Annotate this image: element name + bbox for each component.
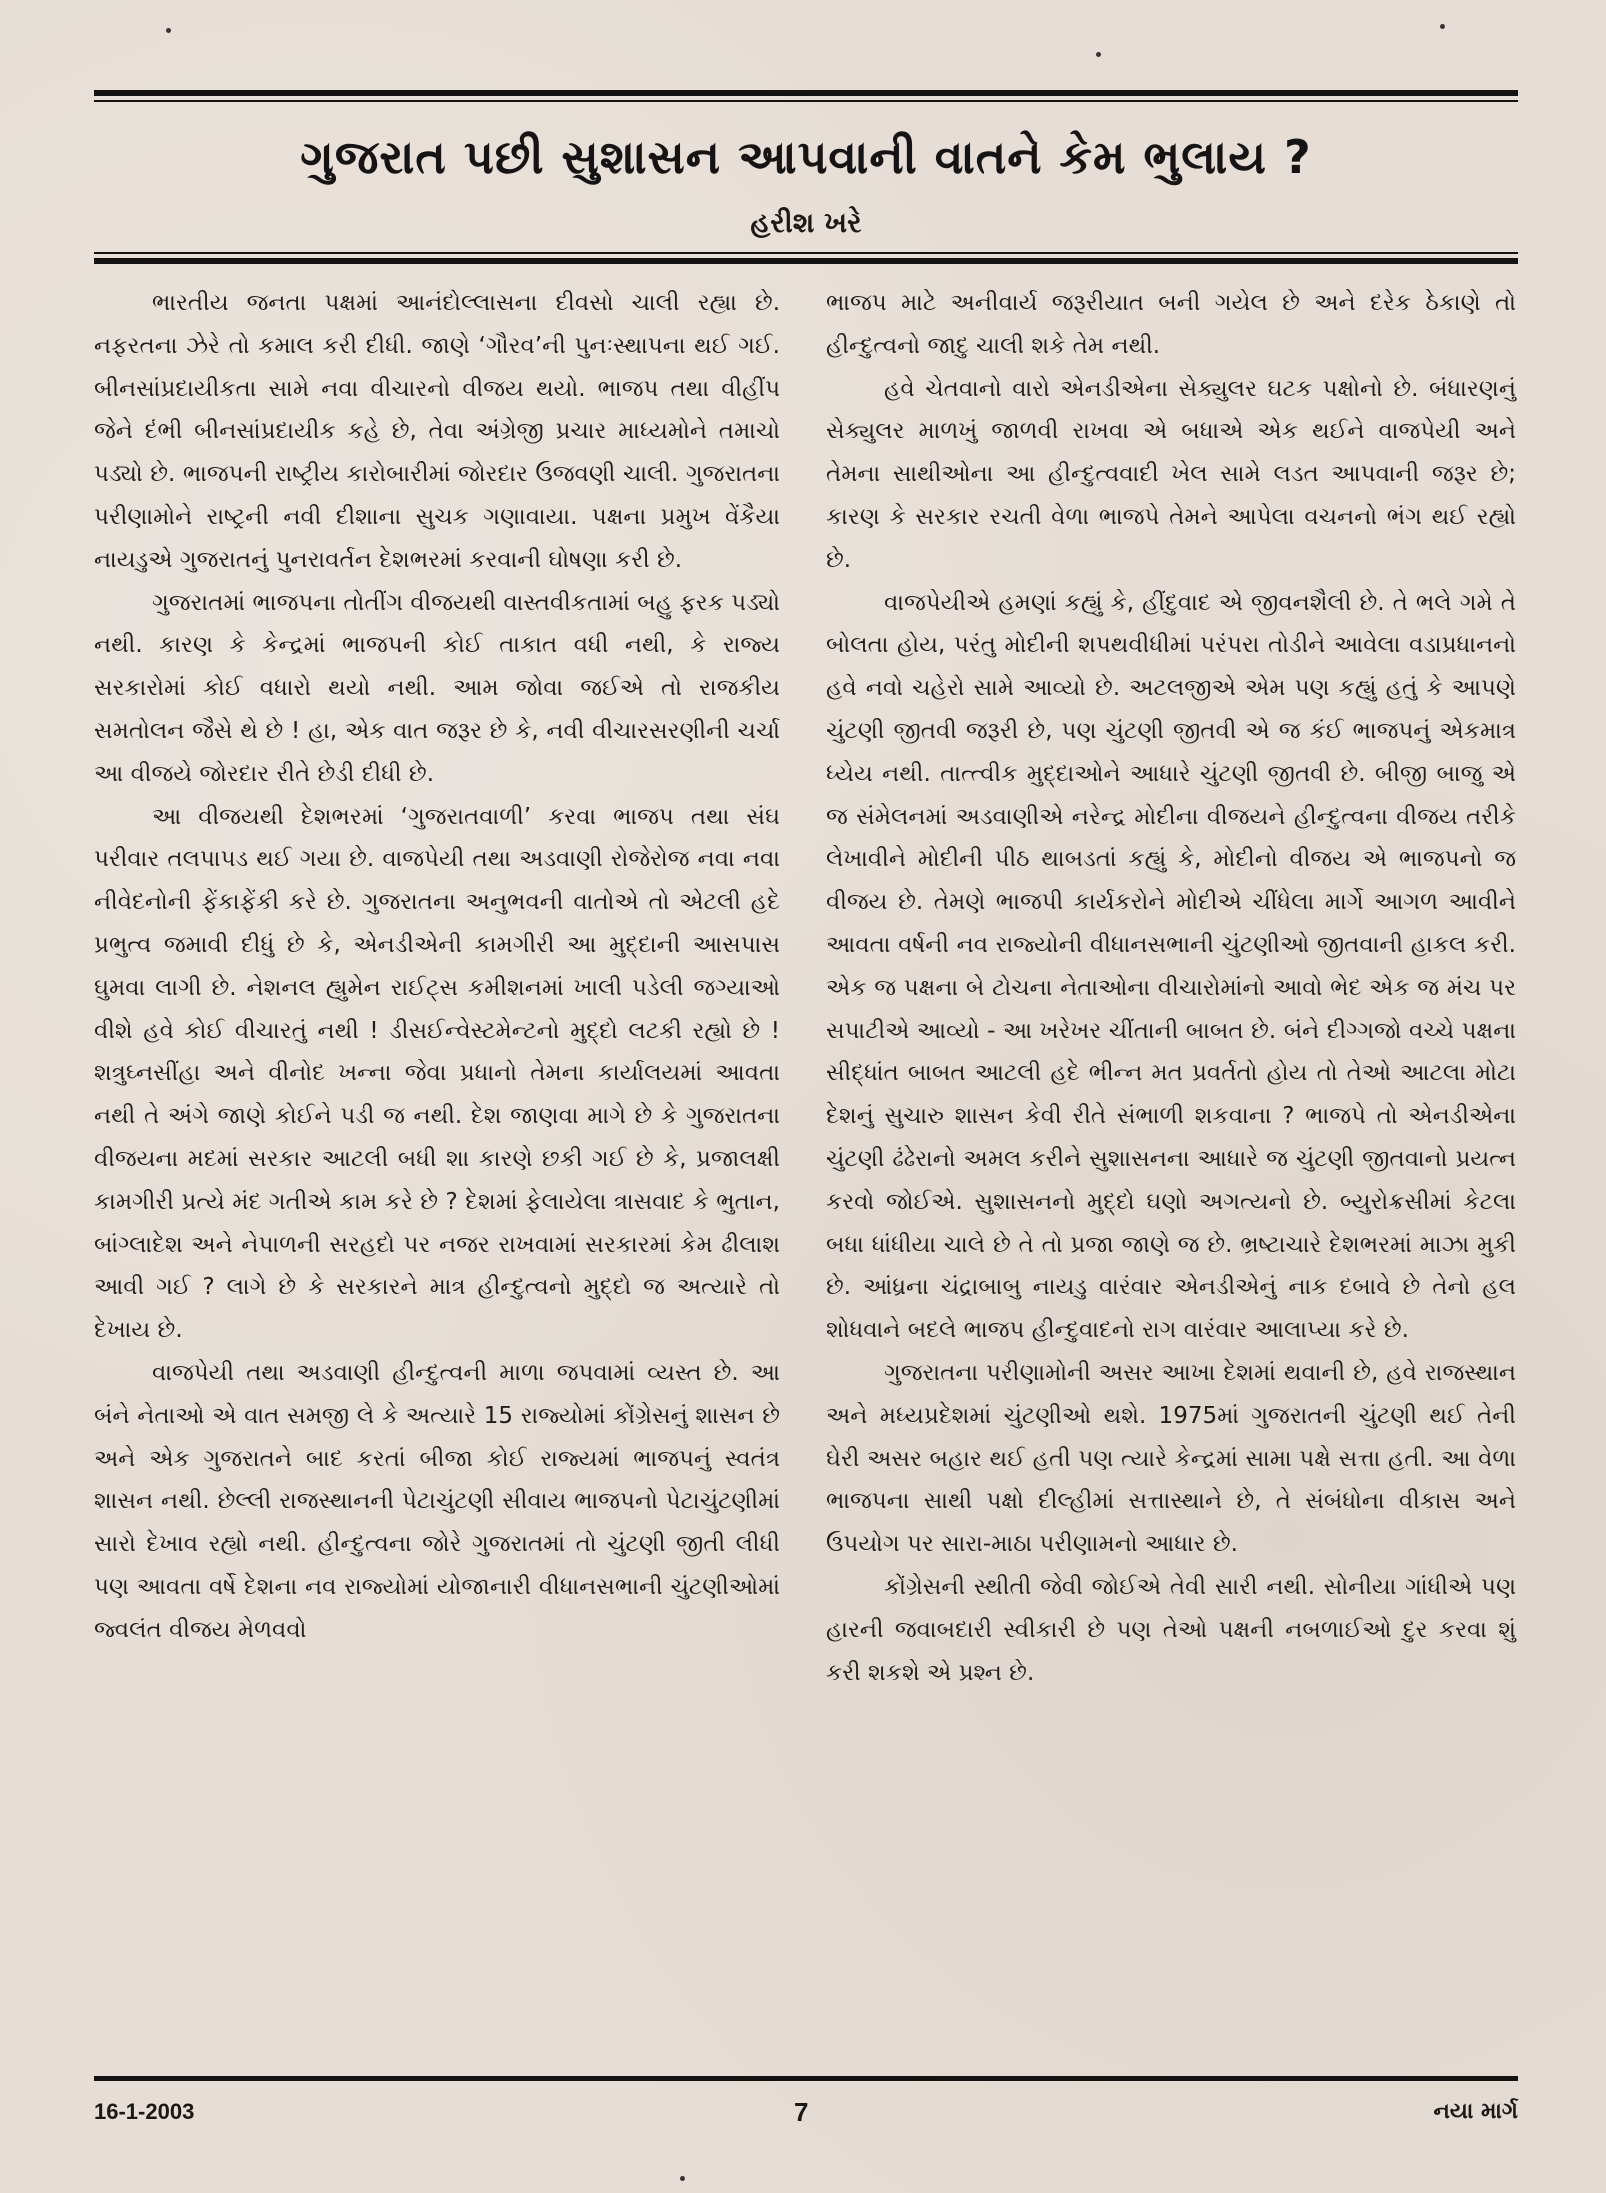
top-rule-thin (94, 100, 1518, 102)
paper-speck (166, 28, 171, 33)
right-column (826, 282, 1516, 1694)
article-byline: હરીશ ખરે (750, 206, 862, 239)
page-number: 7 (794, 2097, 809, 2127)
paragraph: ગુજરાતમાં ભાજપના તોતીંગ વીજયથી વાસ્તવીકતામાં બહુ ફરક પડ્યો નથી. કારણ કે કેન્દ્રમાં ભાજપની કોઈ તાકાત વધી નથી, કે રાજ્ય સરકારોમાં કોઈ વધારો થયો નથી. આમ જોવા જઈએ તો રાજકીય સમતોલન જૈસે થે છે ! હા, એક વાત જરૂર છે કે, નવી વીચારસરણીની ચર્ચા આ વીજયે જોરદાર રીતે છેડી દીધી છે. (94, 589, 780, 787)
paper-speck (680, 2176, 685, 2181)
left-column (94, 282, 780, 1652)
paragraph: ભારતીય જનતા પક્ષમાં આનંદોલ્લાસના દીવસો ચાલી રહ્યા છે. નફરતના ઝેરે તો કમાલ કરી દીધી. જાણે ‘ગૌરવ’ની પુનઃસ્થાપના થઈ ગઈ. બીનસાંપ્રદાયીકતા સામે નવા વીચારનો વીજય થયો. ભાજપ તથા વીહીંપ જેને દંભી બીનસાંપ્રદાયીક કહે છે, તેવા અંગ્રેજી પ્રચાર માધ્યમોને તમાચો પડ્યો છે. ભાજપની રાષ્ટ્રીય કારોબારીમાં જોરદાર ઉજવણી ચાલી. ગુજરાતના પરીણામોને રાષ્ટ્રની નવી દીશાના સુચક ગણાવાયા. પક્ષના પ્રમુખ વેંકૈયા નાયડુએ ગુજરાતનું પુનરાવર્તન દેશભરમાં કરવાની ઘોષણા કરી છે. (94, 290, 780, 573)
paragraph: હવે ચેતવાનો વારો એનડીએના સેક્યુલર ઘટક પક્ષોનો છે. બંધારણનું સેક્યુલર માળખું જાળવી રાખવા એ બધાએ એક થઈને વાજપેયી અને તેમના સાથીઓના આ હીન્દુત્વવાદી ખેલ સામે લડત આપવાની જરૂર છે; કારણ કે સરકાર રચતી વેળા ભાજપે તેમને આપેલા વચનનો ભંગ થઈ રહ્યો છે. (826, 375, 1516, 573)
top-rule-thick (94, 90, 1518, 96)
paper-speck (1440, 24, 1445, 29)
page-footer (94, 2092, 1518, 2132)
byline-rule-thick (94, 258, 1518, 264)
paragraph: કોંગ્રેસની સ્થીતી જેવી જોઈએ તેવી સારી નથી. સોનીયા ગાંધીએ પણ હારની જવાબદારી સ્વીકારી છે પણ તેઓ પક્ષની નબળાઈઓ દુર કરવા શું કરી શકશે એ પ્રશ્ન છે. (826, 1573, 1516, 1686)
issue-date: 16-1-2003 (94, 2099, 195, 2124)
paragraph: વાજપેયીએ હમણાં કહ્યું કે, હીંદુવાદ એ જીવનશૈલી છે. તે ભલે ગમે તે બોલતા હોય, પરંતુ મોદીની શપથવીધીમાં પરંપરા તોડીને આવેલા વડાપ્રધાનનો હવે નવો ચહેરો સામે આવ્યો છે. અટલજીએ એમ પણ કહ્યું હતું કે આપણે ચુંટણી જીતવી જરૂરી છે, પણ ચુંટણી જીતવી એ જ કંઈ ભાજપનું એકમાત્ર ધ્યેય નથી. તાત્ત્વીક મુદ્દાઓને આધારે ચુંટણી જીતવી છે. બીજી બાજુ એ જ સંમેલનમાં અડવાણીએ નરેન્દ્ર મોદીના વીજયને હીન્દુત્વના વીજય તરીકે લેખાવીને મોદીની પીઠ થાબડતાં કહ્યું કે, મોદીનો વીજય એ ભાજપનો જ વીજય છે. તેમણે ભાજપી કાર્યકરોને મોદીએ ચીંધેલા માર્ગે આગળ આવીને આવતા વર્ષની નવ રાજ્યોની વીધાનસભાની ચુંટણીઓ જીતવાની હાકલ કરી. એક જ પક્ષના બે ટોચના નેતાઓના વીચારોમાંનો આવો ભેદ એક જ મંચ પર સપાટીએ આવ્યો - આ ખરેખર ચીંતાની બાબત છે. બંને દીગ્ગજો વચ્ચે પક્ષના સીદ્ધાંત બાબત આટલી હદે ભીન્ન મત પ્રવર્તતો હોય તો તેઓ આટલા મોટા દેશનું સુચારુ શાસન કેવી રીતે સંભાળી શકવાના ? ભાજપે તો એનડીએના ચુંટણી ઢંઢેરાનો અમલ કરીને સુશાસનના આધારે જ ચુંટણી જીતવાનો પ્રયત્ન કરવો જોઈએ. સુશાસનનો મુદ્દો ઘણો અગત્યનો છે. બ્યુરોક્રસીમાં કેટલા બધા ધાંધીયા ચાલે છે તે તો પ્રજા જાણે જ છે. ભ્રષ્ટાચારે દેશભરમાં માઝા મુકી છે. આંધ્રના ચંદ્રાબાબુ નાયડુ વારંવાર એનડીએનું નાક દબાવે છે તેનો હલ શોધવાને બદલે ભાજપ હીન્દુવાદનો રાગ વારંવાર આલાપ્યા કરે છે. (826, 589, 1516, 1344)
byline-rule-thin (94, 252, 1518, 254)
article-headline: ગુજરાત પછી સુશાસન આપવાની વાતને કેમ ભુલાય ? (300, 130, 1312, 184)
bottom-rule (94, 2076, 1518, 2081)
paragraph: ગુજરાતના પરીણામોની અસર આખા દેશમાં થવાની છે, હવે રાજસ્થાન અને મધ્યપ્રદેશમાં ચુંટણીઓ થશે. 1975માં ગુજરાતની ચુંટણી થઈ તેની ઘેરી અસર બહાર થઈ હતી પણ ત્યારે કેન્દ્રમાં સામા પક્ષે સત્તા હતી. આ વેળા ભાજપના સાથી પક્ષો દીલ્હીમાં સત્તાસ્થાને છે, તે સંબંધોના વીકાસ અને ઉપયોગ પર સારા-માઠા પરીણામનો આધાર છે. (826, 1359, 1516, 1558)
paragraph: આ વીજયથી દેશભરમાં ‘ગુજરાતવાળી’ કરવા ભાજપ તથા સંઘ પરીવાર તલપાપડ થઈ ગયા છે. વાજપેયી તથા અડવાણી રોજેરોજ નવા નવા નીવેદનોની ફેંકાફેંકી કરે છે. ગુજરાતના અનુભવની વાતોએ તો એટલી હદે પ્રભુત્વ જમાવી દીધું છે કે, એનડીએની કામગીરી આ મુદ્દાની આસપાસ ઘુમવા લાગી છે. નેશનલ હ્યુમેન રાઈટ્સ કમીશનમાં ખાલી પડેલી જગ્યાઓ વીશે હવે કોઈ વીચારતું નથી ! ડીસઈન્વેસ્ટમેન્ટનો મુદ્દો લટકી રહ્યો છે ! શત્રુઘ્નસીંહા અને વીનોદ ખન્ના જેવા પ્રધાનો તેમના કાર્યાલયમાં આવતા નથી તે અંગે જાણે કોઈને પડી જ નથી. દેશ જાણવા માગે છે કે ગુજરાતના વીજયના મદમાં સરકાર આટલી બધી શા કારણે છકી ગઈ છે કે, પ્રજાલક્ષી કામગીરી પ્રત્યે મંદ ગતીએ કામ કરે છે ? દેશમાં ફેલાયેલા ત્રાસવાદ કે ભુતાન, બાંગ્લાદેશ અને નેપાળની સરહદો પર નજર રાખવામાં સરકારમાં કેમ ઢીલાશ આવી ગઈ ? લાગે છે કે સરકારને માત્ર હીન્દુત્વનો મુદ્દો જ અત્યારે તો દેખાય છે. (94, 803, 780, 1344)
paragraph: વાજપેયી તથા અડવાણી હીન્દુત્વની માળા જપવામાં વ્યસ્ત છે. આ બંને નેતાઓ એ વાત સમજી લે કે અત્યારે 15 રાજ્યોમાં કોંગ્રેસનું શાસન છે અને એક ગુજરાતને બાદ કરતાં બીજા કોઈ રાજ્યમાં ભાજપનું સ્વતંત્ર શાસન નથી. છેલ્લી રાજસ્થાનની પેટાચુંટણી સીવાય ભાજપનો પેટાચુંટણીમાં સારો દેખાવ રહ્યો નથી. હીન્દુત્વના જોરે ગુજરાતમાં તો ચુંટણી જીતી લીધી પણ આવતા વર્ષે દેશના નવ રાજ્યોમાં યોજાનારી વીધાનસભાની ચુંટણીઓમાં જ્વલંત વીજય મેળવવો (94, 1359, 780, 1643)
paper-speck (1096, 52, 1101, 57)
publication-name: નયા માર્ગ (1433, 2099, 1518, 2124)
paragraph: ભાજપ માટે અનીવાર્ય જરૂરીયાત બની ગયેલ છે અને દરેક ઠેકાણે તો હીન્દુત્વનો જાદુ ચાલી શકે તેમ નથી. (826, 290, 1516, 359)
